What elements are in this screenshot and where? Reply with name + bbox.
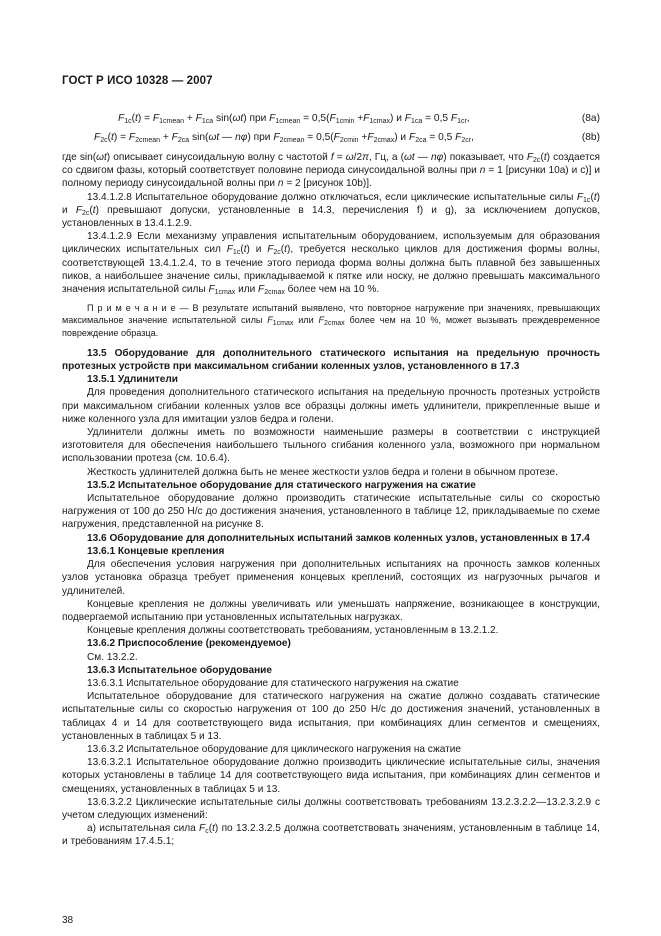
section-heading-13-5-1: 13.5.1 Удлинители [87,374,179,386]
paragraph: a) испытательная сила $F_c(t)$ по 13.2.3.2.5 должна соответствовать значениям, установленным в таблице 14, и требованиям 17.4.5.1; [62,823,600,848]
paragraph: См. 13.2.2. [87,651,138,663]
paragraph: Для проведения дополнительного статического испытания на предельную прочность протезных устройств при максимальном сгибании коленных узлов все образцы должны иметь удлинители, прикрепленные выше и ниже коленного узла для имитации узлов бедра и голени. [62,387,600,425]
section-heading-13-6: 13.6 Оборудование для дополнительных испытаний замков коленных узлов, установленных в 17.4 [87,532,590,544]
paragraph: Концевые крепления должны соответствовать требованиям, установленным в 13.2.1.2. [87,625,499,637]
body-text [62,151,600,849]
equation-number: (8b) [581,132,600,143]
paragraph: Испытательное оборудование должно производить статические испытательные силы со скоростью нагружения от 100 до 250 Н/с до достижения значения, установленного в таблице 12, прикладываемые по схеме нагружения, представленной на рисунке 8. [62,493,600,531]
section-heading-13-5: 13.5 Оборудование для дополнительного статического испытания на предельную прочность протезных устройств при максимальном сгибании коленных узлов, установленного в 17.3 [62,347,600,373]
document-page [62,0,600,936]
document-header: ГОСТ Р ИСО 10328 — 2007 [62,75,213,87]
section-heading-13-6-1: 13.6.1 Концевые крепления [87,545,225,557]
paragraph: 13.6.3.2 Испытательное оборудование для циклического нагружения на сжатие [87,743,461,755]
paragraph: Концевые крепления не должны увеличивать или уменьшать напряжение, возникающее в конструкции, подвергаемой испытанию при установленных испытательных нагрузках. [62,598,600,623]
equation-formula: $F_{1c}(t) = F_{1cmean} + F_{1ca}$ sin(ωt) при $F_{1cmean} = 0,5(F_{1cmin} +F_{1cmax})$ и $F_{1ca} = 0,5$ $F_{1cr}$, [118,113,470,125]
note: П р и м е ч а н и е — В результате испытаний выявлено, что повторное нагружение при значениях, превышающих максимальное значение испытательной силы $F_{1cmax}$ или $F_{2cmax}$ более чем на 10 %, может вызывать преждевременное повреждение образца. [62,303,600,338]
paragraph: Жесткость удлинителей должна быть не менее жесткости узлов бедра и голени в обычном протезе. [87,466,558,478]
paragraph: 13.4.1.2.9 Если механизму управления испытательным оборудованием, используемым для образования циклических испытательных сил $F_{1c}(t)$ и $F_{2c}(t)$, требуется несколько циклов для достижения формы волны, соответствующей 13.4.1.2.4, то в течение этого периода форма волны должна быть плавной без завышенных пиков, а наибольшее значение силы, прикладываемой к пятке или носку, не должно превышать максимального значения испытательной силы $F_{1cmax}$ или $F_{2cmax}$ более чем на 10 %. [62,231,600,297]
equation-number: (8a) [581,113,600,124]
section-heading-13-6-3: 13.6.3 Испытательное оборудование [87,664,272,676]
equation-formula: $F_{2c}(t) = F_{2cmean} + F_{2ca}$ sin(ωt — nφ) при $F_{2cmean} = 0,5(F_{2cmin} +F_{2cmax})$ и $F_{2ca} = 0,5$ $F_{2cr}$, [94,132,474,144]
section-heading-13-6-2: 13.6.2 Приспособление (рекомендуемое) [87,638,291,650]
page-number: 38 [62,915,74,926]
paragraph: Удлинители должны иметь по возможности наименьшие размеры в соответствии с инструкцией изготовителя для обеспечения наибольшего тыльного сгибания коленного узла, возможного при нормальном использовании протеза (см. 10.6.4). [62,427,600,465]
paragraph: 13.6.3.2.1 Испытательное оборудование должно производить циклические испытательные силы, значения которых установлены в таблице 14 для соответствующего вида испытания, при комбинациях длин сегментов и смещениях, установленных в таблицах 5 и 13. [62,757,600,795]
paragraph: 13.6.3.2.2 Циклические испытательные силы должны соответствовать требованиям 13.2.3.2.2—13.2.3.2.9 с учетом следующих изменений: [62,796,600,821]
paragraph: Испытательное оборудование для статического нагружения на сжатие должно создавать статические испытательные силы со скоростью нагружения от 100 до 250 Н/с до достижения значений, установленных в таблицах 4 и 14 для соответствующего вида испытания, при комбинациях длин сегментов и смещениях, установленных в таблицах 5 и 13. [62,691,600,742]
paragraph: 13.6.3.1 Испытательное оборудование для статического нагружения на сжатие [87,677,459,689]
paragraph: где sin(ωt) описывает синусоидальную волну с частотой f = ω/2π, Гц, а (ωt — nφ) показывает, что $F_{2c}(t)$ создается со сдвигом фазы, который соответствует половине периода синусоидальной волны при n = 1 [рисунки 10a) и c)] и полному периоду синусоидальной волны при n = 2 [рисунок 10b)]. [62,152,600,190]
paragraph: 13.4.1.2.8 Испытательное оборудование должно отключаться, если циклические испытательные силы $F_{1c}(t)$ и $F_{2c}(t)$ превышают допуски, установленные в 14.3, перечисления f) и g), за исключением допусков, установленных в 13.4.1.2.9. [62,191,600,230]
paragraph: Для обеспечения условия нагружения при дополнительных испытаниях на прочность замков коленных узлов установка образца требует применения концевых креплений, состоящих из нагрузочных рычагов и удлинителей. [62,559,600,597]
section-heading-13-5-2: 13.5.2 Испытательное оборудование для статического нагружения на сжатие [87,479,476,491]
